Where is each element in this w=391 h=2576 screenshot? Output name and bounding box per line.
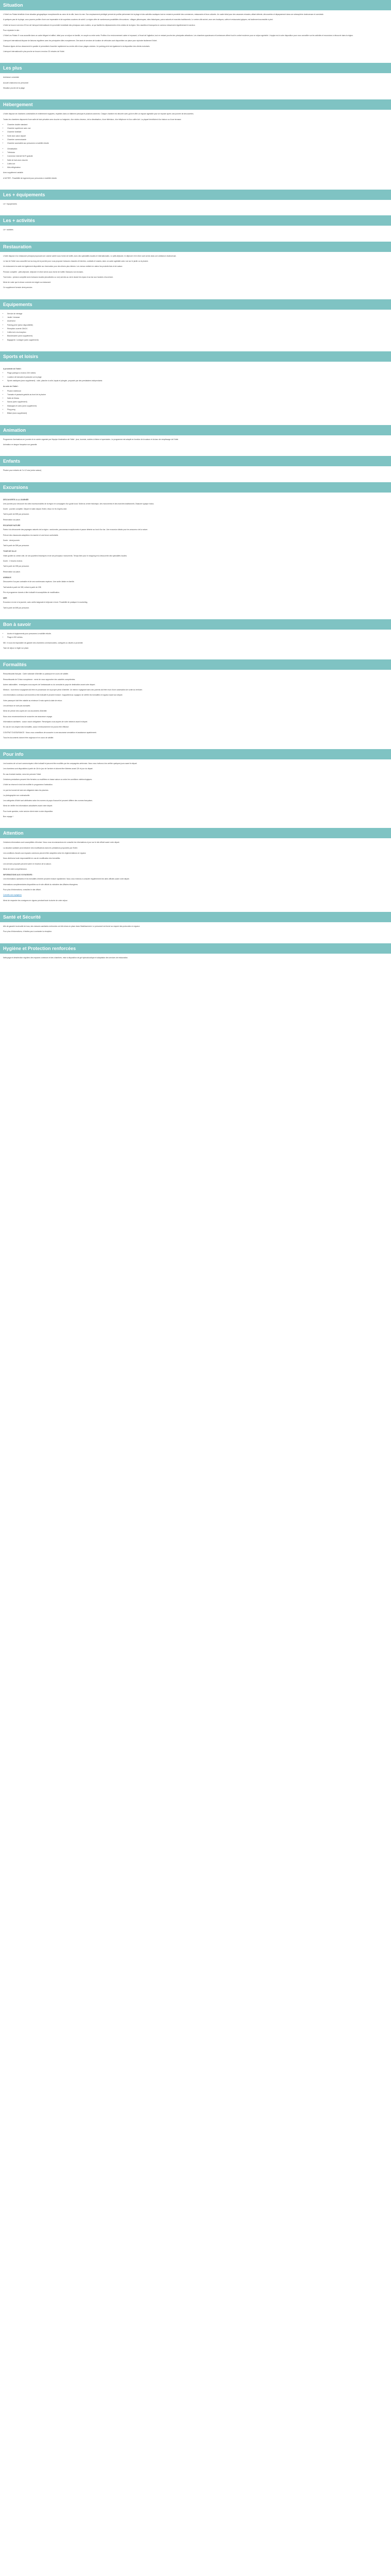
pour-info-text: Le port du bonnet de bain est obligatoire dans les piscines. — [3, 789, 49, 791]
formalites-text: Autres nationalités : renseignez-vous auprès de l'ambassade ou du consulat du pays de destination avant votre départ. — [3, 683, 95, 686]
room-equipment-item: • Mini-réfrigérateur — [7, 166, 388, 169]
formalites-text: Mineurs : tout mineur voyageant doit être en possession de sa propre pièce d'identité. Un mineur voyageant sans ses parents doit être muni d'une autorisation de sortie du territoire. — [3, 689, 143, 691]
section-header-hebergement: Hébergement — [0, 99, 391, 110]
hygiene-text: Nettoyage et désinfection réguliers des espaces communs et des chambres, mise à disposition de gel hydroalcoolique et adaptation des services de restauration. — [3, 956, 128, 959]
restauration-text: Un restaurant à la carte est également disponible sur réservation pour des dîners plus intimes. Les menus mettent en valeur les produits frais et de saison. — [3, 265, 123, 268]
formalites-text: Votre passeport doit être valable au minimum 6 mois après la date de retour. — [3, 699, 62, 702]
sports-hotel-list — [7, 390, 388, 415]
pour-info-text: La photographie non contractuelle. — [3, 794, 30, 796]
excursion-name: ANIMAUX — [3, 576, 11, 579]
sports-subheading: Au sein de l'hôtel : — [3, 385, 19, 388]
excursion-text: Tarif à partir de 55€ par personne. — [3, 513, 30, 516]
hebergement-note: A NOTER : Possibilité de logement pour personnes à mobilité réduite. — [3, 177, 57, 179]
formalites-text: Ressortissants de l'Union européenne : merci de vous rapprocher des autorités compétentes. — [3, 678, 76, 681]
excursion-text: Partez à la découverte des paysages naturels de la région : randonnée, panoramas exceptionnels et pause détente au bord d'un lac. Une excursion idéale pour les amoureux de la nature. — [3, 529, 148, 531]
excursion-name: TOUR DE VILLE — [3, 550, 17, 553]
situation-text: L'aéroport international le plus proche se trouve à environ 20 minutes de l'hôtel. — [3, 50, 65, 53]
sports-subheading: A proximité de l'hôtel : — [3, 368, 22, 370]
excursion-name: DÉCOUVERTE A LA JOURNÉE — [3, 498, 29, 501]
excursion-text: Réservation sur place. — [3, 518, 21, 521]
excursion-text: Une journée pour découvrir les sites incontournables de la région en compagnie d'un guide local. Visite du centre historique, des monuments et des marchés traditionnels. Déjeuner typique inclus. — [3, 502, 154, 505]
excursion-text: Tarif à partir de 35€ par personne. — [3, 545, 30, 547]
bon-a-savoir-item: • Accès et équipements pour personnes à mobilité réduite. — [7, 633, 388, 635]
room-equipment-item: • Coffre-fort — [7, 163, 388, 165]
hebergement-text: Avec supplément variable — [3, 172, 23, 174]
sante-text: Afin de garantir la sécurité de tous, des mesures sanitaires renforcées ont été mises en place dans l'établissement. Le personnel est formé au respect des protocoles en vigueur. — [3, 925, 140, 927]
sante-text: Pour plus d'informations, n'hésitez pas à contacter la réception. — [3, 930, 52, 933]
equipements-item: • Service de ménage — [7, 313, 388, 315]
attention-text: Pour plus d'informations, consultez le site officiel. — [3, 889, 41, 891]
section-header-equipements: Equipements — [0, 299, 391, 310]
restauration-text: Tout inclus : pension complète avec boissons locales (alcoolisées ou non) servies au verre durant les repas et au bar aux horaires d'ouverture. — [3, 276, 113, 278]
room-equipment-item: • Télévision — [7, 151, 388, 154]
room-equipment-item: • Connexion internet Wi-Fi gratuite — [7, 155, 388, 158]
attention-text: Merci de respecter les consignes en vigueur pendant toute la durée de votre séjour. — [3, 899, 68, 902]
excursion-text: Réservation sur place. — [3, 570, 21, 573]
excursion-name: MER — [3, 597, 7, 600]
room-equipment-item: • Salle de bain avec douche — [7, 159, 388, 162]
bon-a-savoir-text: Taxe de séjour à régler sur place. — [3, 647, 29, 649]
formalites-text: Les animaux ne sont pas acceptés. — [3, 705, 31, 707]
formalites-text: CONTRAT D'ASSURANCE : Nous vous conseillons de souscrire à une assurance annulation et assistance rapatriement. — [3, 731, 97, 734]
section-animation — [0, 435, 391, 453]
pour-info-text: Certaines prestations peuvent être fermées ou modifiées en basse saison ou selon les conditions météorologiques. — [3, 778, 92, 781]
sports-item: • Sports nautiques (avec supplément) : voile, planche à voile, kayak et plongée, proposés par des prestataires indépendants — [7, 380, 388, 382]
sports-item: • Sauna (avec supplément) — [7, 401, 388, 403]
excursion-text: Visite guidée du centre-ville, de ses quartiers historiques et de ses principaux monuments. Temps libre pour le shopping et la découverte des spécialités locales. — [3, 554, 127, 557]
equipements-item: • Blanchisserie (avec supplément) — [7, 335, 388, 337]
section-header-les-equipements: Les + équipements — [0, 190, 391, 200]
section-les-plus — [0, 73, 391, 96]
formalites-text: Tous les documents doivent être originaux et en cours de validité. — [3, 736, 54, 739]
hebergement-text: Toutes les chambres disposent d'une salle de bain privative avec douche ou baignoire, d'un sèche-cheveux, de la climatisation, d'une télévision, d'un téléphone et d'un coffre-fort. La plupart bénéficient d'un balcon ou d'une terrasse. — [3, 118, 182, 121]
attention-text: Informations complémentaires disponibles sur le site officiel du ministère des Affaires étrangères. — [3, 883, 78, 886]
room-type-item: • Suite avec salon séparé — [7, 135, 388, 138]
attention-text: Merci de votre compréhension. — [3, 868, 27, 870]
situation-text: L'hôtel se trouve à environ 20 km de l'aéroport international et à proximité immédiate des principaux axes routiers, ce qui facilite les déplacements et les visites de la région. Des navettes et transports en commun desservent régulièrement le secteur. — [3, 24, 196, 26]
section-les-activites — [0, 226, 391, 238]
excursion-text: Excursion en mer à la journée, avec arrêts baignade et déjeuner à bord. Possibilité de pratiquer le snorkeling. — [3, 601, 88, 604]
travel-advice-link[interactable]: Conseils aux voyageurs — [3, 894, 22, 896]
situation-text: Pour rejoindre le site : — [3, 29, 20, 31]
section-header-situation: Situation — [0, 0, 391, 10]
section-sante — [0, 922, 391, 940]
pour-info-text: Les catégories d'hôtel sont attribuées selon les normes du pays d'accueil et peuvent différer des normes françaises. — [3, 800, 93, 802]
pour-info-text: Bon voyage ! — [3, 816, 13, 818]
sports-item: • Ping-pong — [7, 409, 388, 411]
formalites-text: Informations sanitaires : aucun vaccin obligatoire. Renseignez-vous auprès de votre médecin avant le départ. — [3, 720, 88, 723]
section-header-sante: Santé et Sécurité — [0, 912, 391, 922]
section-header-sports-loisirs: Sports et loisirs — [0, 351, 391, 362]
equipements-item: • Ascenseur — [7, 320, 388, 323]
restauration-text: Le bar de l'hôtel vous accueille tout au long de la journée pour vous proposer boissons chaudes et fraîches, cocktails et snacks, dans un cadre agréable avec vue sur le jardin ou la piscine. — [3, 260, 149, 262]
attention-text: Les informations sanitaires et les formalités d'entrée peuvent évoluer rapidement. Nous vous invitons à consulter régulièrement les sites officiels avant votre départ. — [3, 878, 130, 880]
section-header-hygiene: Hygiène et Protection renforcées — [0, 943, 391, 954]
section-excursions — [0, 493, 391, 617]
section-header-excursions: Excursions — [0, 482, 391, 493]
sports-item: • Salle de fitness — [7, 397, 388, 400]
section-pour-info — [0, 759, 391, 825]
section-formalites — [0, 670, 391, 746]
section-situation — [0, 10, 391, 60]
section-header-attention: Attention — [0, 828, 391, 838]
room-type-item: • Chambre communicante — [7, 139, 388, 141]
excursion-text: Durée : 3 heures environ. — [3, 560, 23, 563]
room-type-item: • Chambre familiale — [7, 131, 388, 133]
excursion-text: Tarif adulte à partir de 30€, enfant à partir de 20€. — [3, 586, 42, 588]
attention-text: La situation sanitaire peut entraîner des modifications dans les prestations proposées par l'hôtel. — [3, 846, 78, 849]
equipements-item: • Jardin / terrasse — [7, 316, 388, 319]
equipements-item: • Réception ouverte 24h/24 — [7, 328, 388, 330]
equipements-list — [7, 313, 388, 342]
section-header-bon-a-savoir: Bon à savoir — [0, 619, 391, 630]
excursion-text: Prix et programme donnés à titre indicatif et susceptibles de modification. — [3, 591, 60, 594]
les-plus-text: Situation proche de la plage — [3, 87, 25, 89]
excursion-text: Durée : journée complète. Départ le matin depuis l'hôtel, retour en fin d'après-midi. — [3, 508, 67, 511]
room-type-item: • Chambre double standard — [7, 124, 388, 126]
pour-info-text: Merci de vérifier les informations actualisées avant votre départ. — [3, 805, 53, 807]
excursion-text: Durée : demi-journée. — [3, 539, 20, 541]
sports-item: • Plage publique à environ 200 mètres — [7, 372, 388, 375]
section-attention — [0, 838, 391, 909]
attention-text: Les services proposés peuvent varier en fonction de la saison. — [3, 862, 52, 865]
situation-text: L'Hôtel Les Palais bénéficie d'une situation géographique exceptionnelle au cœur de la ville, face à la mer. Son emplacement privilégié permet de profiter pleinement de la plage et des activités nautiques tout en restant à proximité des commerces, restaurants et lieux culturels. Un cadre idéal pour des vacances réussies, alliant détente, découvertes et dépaysement dans une atmosphère chaleureuse et conviviale. — [3, 13, 324, 15]
section-header-animation: Animation — [0, 425, 391, 435]
bon-a-savoir-list — [7, 633, 388, 639]
bon-a-savoir-item: • Plage à 200 mètres. — [7, 636, 388, 639]
section-les-equipements — [0, 200, 391, 212]
restauration-text: Merci de noter que la tenue correcte est exigée au restaurant. — [3, 281, 51, 284]
room-type-list — [7, 124, 388, 145]
situation-text: Plusieurs lignes de bus desservent le quartier et permettent d'accéder rapidement au centre-ville et aux plages voisines. Un parking privé est également à la disposition des clients motorisés. — [3, 45, 150, 47]
section-enfants — [0, 466, 391, 479]
room-equipment-list — [7, 148, 388, 170]
room-equipment-item: • Climatisation — [7, 148, 388, 150]
section-header-formalites: Formalités — [0, 659, 391, 670]
restauration-text: Pension complète : petit-déjeuner, déjeuner et dîner servis sous forme de buffet. Boissons non incluses. — [3, 270, 84, 273]
sports-item: • Billard (avec supplément) — [7, 412, 388, 415]
sports-item: • Transats et parasols gratuits au bord de la piscine — [7, 394, 388, 396]
section-header-les-activites: Les + activités — [0, 215, 391, 226]
hebergement-text: L'hôtel dispose de chambres confortables et entièrement équipées, réparties dans un bâtiment principal et plusieurs annexes. Chaque chambre est décorée avec goût et offre un espace agréable pour se reposer après une journée de découvertes. — [3, 113, 194, 115]
attention-text: Certaines informations sont susceptibles d'évoluer. Nous vous recommandons de consulter les informations à jour sur le site officiel avant votre départ. — [3, 841, 120, 844]
sports-item: • Piscine extérieure — [7, 390, 388, 393]
excursion-text: Tarif à partir de 25€ par personne. — [3, 565, 30, 568]
room-type-item: • Chambre accessible aux personnes à mobilité réduite — [7, 142, 388, 145]
formalites-text: En cas de non-respect des formalités, aucun remboursement ne pourra être effectué. — [3, 726, 69, 728]
pour-info-text: Les horaires de vol sont communiqués à titre indicatif et peuvent être modifiés par les compagnies aériennes. Nous vous invitons à les vérifier quelques jours avant le départ. — [3, 762, 138, 765]
bon-a-savoir-text: NB : Il nous est impossible de garantir des chambres communicantes, contiguës ou situées à proximité. — [3, 641, 84, 644]
sports-item: • Location de transats et parasols sur la plage — [7, 376, 388, 379]
pour-info-text: En cas d'arrivée tardive, merci de prévenir l'hôtel. — [3, 773, 42, 775]
pour-info-text: Les chambres sont disponibles à partir de 14h le jour de l'arrivée et doivent être libérées avant 12h le jour du départ. — [3, 768, 93, 770]
situation-text: L'aéroport international dispose de liaisons régulières avec les principales villes européennes. Des taxis et services de location de véhicules sont disponibles sur place pour rejoindre facilement l'hôtel. — [3, 40, 157, 42]
animation-text: Programme d'animations en journée et en soirée organisé par l'équipe d'animation de l'hôtel : jeux, tournois, soirées à thème et spectacles. Le programme est adapté en fonction de la saison et du taux de remplissage de l'hôtel. — [3, 438, 179, 440]
section-restauration — [0, 252, 391, 296]
room-type-item: • Chambre supérieure avec vue — [7, 127, 388, 130]
section-header-les-plus: Les plus — [0, 63, 391, 73]
pour-info-text: L'hôtel se réserve le droit de modifier le programme d'animation. — [3, 784, 53, 786]
equipements-item: • Coffre-fort à la réception — [7, 331, 388, 334]
les-plus-text: Ambiance conviviale — [3, 76, 19, 79]
pour-info-text: Pour toute question, notre service client reste à votre disposition. — [3, 810, 54, 812]
attention-text: Nous déclinons toute responsabilité en cas de modification des formalités. — [3, 857, 61, 860]
section-hebergement — [0, 110, 391, 187]
restauration-text: L'hôtel dispose d'un restaurant principal proposant une cuisine variée sous forme de buffet, avec des spécialités locales et internationales. Le petit-déjeuner, le déjeuner et le dîner sont servis dans une ambiance chaleureuse. — [3, 255, 176, 257]
les-activites-text: Lit + activités — [3, 229, 13, 231]
formalites-text: Ressortissants français : Carte nationale d'identité ou passeport en cours de validité. — [3, 673, 69, 675]
attention-subheading: INFORMATIONS AUX VOYAGEURS : — [3, 874, 34, 876]
equipements-item: • Parking privé (selon disponibilité) — [7, 324, 388, 327]
excursion-name: ESCAPADE NATURE — [3, 524, 21, 527]
les-equipements-text: Lit + équipements — [3, 203, 17, 206]
section-header-pour-info: Pour info — [0, 749, 391, 759]
formalites-text: Nous vous recommandons de souscrire une assurance voyage. — [3, 715, 53, 718]
page — [0, 0, 391, 966]
excursion-text: Tarif à partir de 65€ par personne. — [3, 606, 30, 609]
animation-text: Animation en langue française non garantie. — [3, 443, 38, 446]
sports-nearby-list — [7, 372, 388, 382]
section-sports-loisirs — [0, 362, 391, 422]
section-equipements — [0, 310, 391, 348]
sports-item: • Massages et soins (avec supplément) — [7, 405, 388, 408]
attention-text: Les conditions d'accès aux espaces communs peuvent être adaptées selon les réglementations en vigueur. — [3, 852, 87, 854]
situation-text: L'Hôtel Les Palais 4* vous accueille dans un cadre élégant et raffiné, idéal pour un séjour en famille, en couple ou entre amis. Profitez d'un environnement calme et reposant, à l'écart de l'agitation, tout en restant proche des principales attractions. Les chambres spacieuses et lumineuses offrent tout le confort moderne pour un séjour agréable. L'équipe est à votre disposition pour vous conseiller sur les activités et excursions à découvrir dans la région. — [3, 35, 353, 37]
formalites-text: Merci de prévoir des copies de vos documents d'identité. — [3, 710, 47, 713]
excursion-text: Prévoir des chaussures adaptées à la marche et une tenue confortable. — [3, 534, 59, 536]
equipements-item: • Bagagerie / consigne (avec supplément) — [7, 339, 388, 342]
situation-text: A quelques pas de la plage, vous pourrez profiter d'une vue imprenable et de superbes couchers de soleil. La région offre de nombreuses possibilités d'excursions : villages pittoresques, sites historiques, parcs naturels et marchés traditionnels. Le centre-ville animé, avec ses boutiques, cafés et restaurants typiques, est facilement accessible à pied. — [3, 19, 273, 21]
excursion-text: Découverte d'un parc animalier et de ses nombreuses espèces. Une sortie idéale en famille. — [3, 581, 75, 583]
enfants-text: Piscine pour enfants de 2 à 12 ans (selon saison) — [3, 469, 42, 472]
restauration-text: Ce supplément formule demi-pension. — [3, 286, 33, 289]
les-plus-text: Accueil chaleureux du personnel — [3, 81, 29, 84]
section-hygiene — [0, 954, 391, 966]
formalites-text: Les informations ci-dessus sont données à titre indicatif et peuvent évoluer. Il appartient au voyageur de vérifier les formalités en vigueur avant son départ. — [3, 694, 123, 697]
section-header-enfants: Enfants — [0, 456, 391, 466]
section-bon-a-savoir — [0, 630, 391, 656]
section-header-restauration: Restauration — [0, 242, 391, 252]
